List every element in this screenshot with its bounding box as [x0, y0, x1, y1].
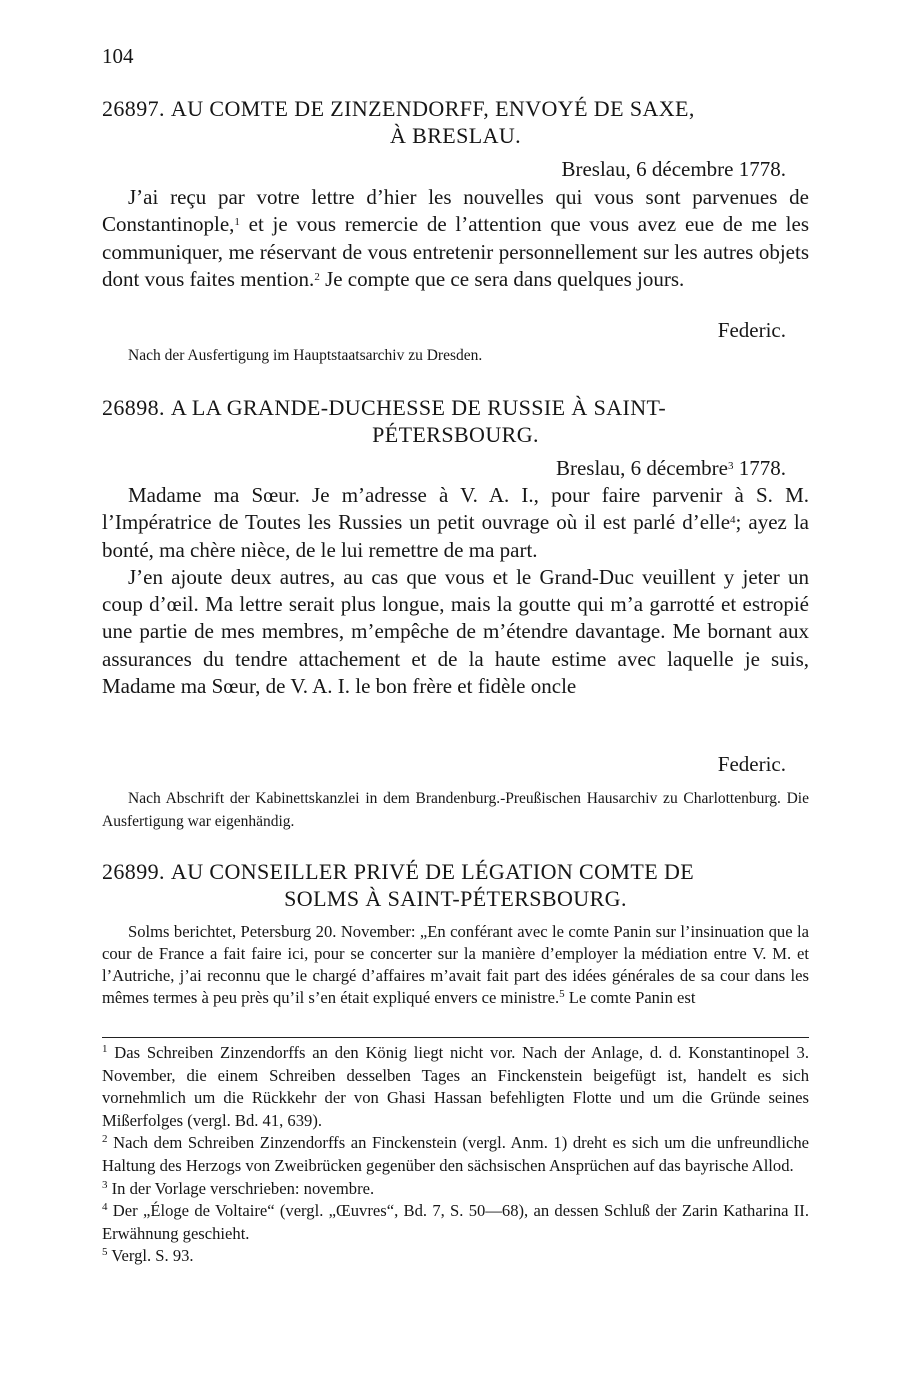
- footnote: $^2$ Nach dem Schreiben Zinzendorffs an Finckenstein (vergl. Anm. 1) dreht es sich um die unfreundliche Haltung des Herzogs von Zweibrücken gegenüber den sächsischen Ansprüchen auf das bayrische Allod.: [102, 1133, 810, 1175]
- footnote-ref: 4: [730, 514, 736, 527]
- page-number: 104: [102, 44, 134, 68]
- signature: Federic.: [717, 318, 786, 342]
- footnote-divider: [102, 1037, 809, 1038]
- signature: Federic.: [717, 752, 786, 776]
- letter-number: 26897.: [102, 96, 165, 121]
- footnote: $^3$ In der Vorlage verschrieben: novembre.: [102, 1178, 375, 1198]
- dateline: Breslau, 6 décembre$^3$ 1778.: [555, 456, 786, 480]
- paragraph: J’ai reçu par votre lettre d’hier les nouvelles qui vous sont parvenues de Constantinople,$^1$ et je vous remercie de l’attention que vous avez eue de me les communiquer, me réservant de vous entretenir personnellement sur les autres objets dont vous faites mention.$^2$ Je compte que ce sera dans quelques jours.: [102, 185, 809, 291]
- letter-title-line1: AU COMTE DE ZINZENDORFF, ENVOYÉ DE SAXE,: [170, 96, 695, 121]
- paragraph: Madame ma Sœur. Je m’adresse à V. A. I., pour faire parvenir à S. M. l’Impératrice de Toutes les Russies un petit ouvrage où il est parlé d’elle$^4$; ayez la bonté, ma chère nièce, de le lui remettre de ma part.: [102, 483, 809, 562]
- footnote-ref: 3: [728, 460, 734, 472]
- footnote-ref: 2: [314, 270, 320, 283]
- source-note: Nach Abschrift der Kabinettskanzlei in dem Brandenburg.-Preußischen Hausarchiv zu Charlottenburg. Die Ausfertigung war eigenhändig.: [102, 790, 809, 830]
- letter-number: 26899.: [102, 859, 165, 884]
- letter-title-line1: AU CONSEILLER PRIVÉ DE LÉGATION COMTE DE: [170, 859, 695, 884]
- footnote: $^4$ Der „Éloge de Voltaire“ (vergl. „Œuvres“, Bd. 7, S. 50—68), an dessen Schluß der Zarin Katharina II. Erwähnung geschieht.: [102, 1201, 809, 1243]
- dateline: Breslau, 6 décembre 1778.: [561, 157, 786, 181]
- letter-number: 26898.: [102, 395, 165, 420]
- letter-title-line2: SOLMS À SAINT-PÉTERSBOURG.: [284, 886, 627, 911]
- letter-title-line1: A LA GRANDE-DUCHESSE DE RUSSIE À SAINT-: [170, 395, 667, 420]
- letter-body: [102, 482, 809, 700]
- paragraph: J’en ajoute deux autres, au cas que vous et le Grand-Duc veuillent y jeter un coup d’œil. Ma lettre serait plus longue, mais la goutte qui m’a garrotté et estropié une partie de mes membres, m’empêche de m’étendre davantage. Me bornant aux assurances du tendre attachement et de la haute estime avec laquelle je suis, Madame ma Sœur, de V. A. I. le bon frère et fidèle oncle: [102, 564, 809, 699]
- footnote: $^1$ Das Schreiben Zinzendorffs an den König liegt nicht vor. Nach der Anlage, d. d. Konstantinopel 3. November, die einem Schreiben desselben Tages an Finckenstein beigefügt ist, handelt es sich vornehmlich um die Rückkehr der von Ghasi Hassan befehligten Flotte und um die Gründe seines Mißerfolges (vergl. Bd. 41, 639).: [102, 1043, 809, 1130]
- footnote: $^5$ Vergl. S. 93.: [102, 1246, 194, 1266]
- letter-title-line2: À BRESLAU.: [389, 123, 522, 148]
- footnote-ref: 1: [234, 216, 240, 229]
- report-summary: Solms berichtet, Petersburg 20. November: „En conférant avec le comte Panin sur l’insinuation que la cour de France a fait faire ici, pour se concerter sur la manière d’employer la médiation entre V. M. et l’Autriche, j’ai reconnu que le chargé d’affaires m’avait fait part des idées générales de sa cour dans les mêmes termes à peu près qu’il s’en était expliqué envers ce ministre.$^5$ Le comte Panin est: [102, 922, 809, 1007]
- letter-heading-26899: [102, 858, 809, 912]
- letter-title-line2: PÉTERSBOURG.: [372, 422, 539, 447]
- source-note: Nach der Ausfertigung im Hauptstaatsarchiv zu Dresden.: [128, 347, 483, 364]
- letter-heading-26897: [102, 95, 809, 149]
- letter-heading-26898: [102, 394, 809, 448]
- footnotes: [102, 1042, 809, 1268]
- letter-body: [102, 184, 809, 293]
- footnote-ref: 5: [559, 988, 565, 1000]
